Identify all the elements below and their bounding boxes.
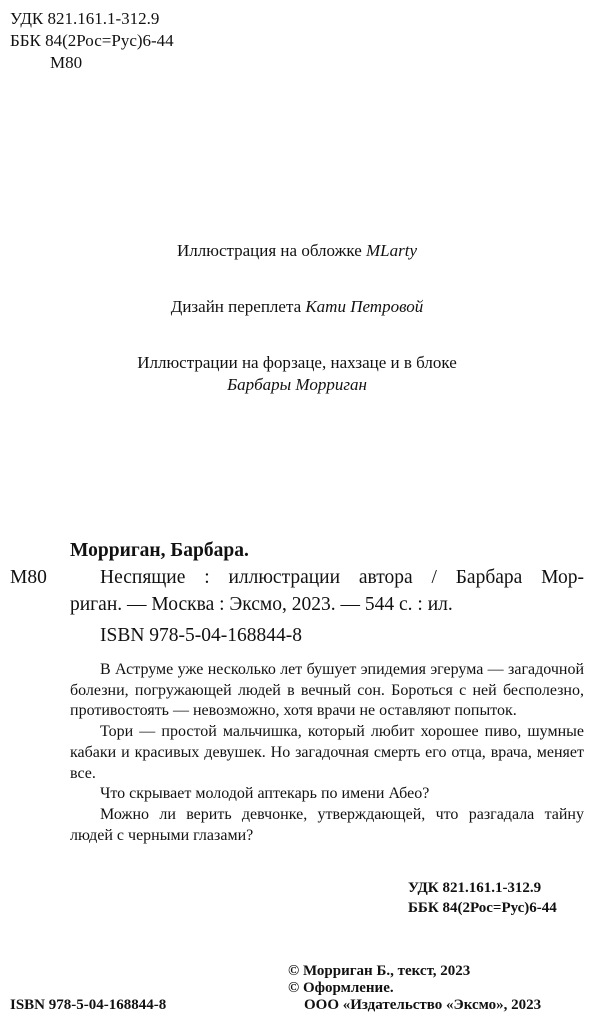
author-sign: М80 — [50, 53, 83, 72]
cover-credit — [0, 240, 594, 262]
inner-credit-name — [0, 374, 594, 396]
annotation — [70, 660, 584, 846]
title-line-2: риган. — Москва : Эксмо, 2023. — 544 с. : ил. — [70, 594, 453, 615]
bottom-bbk: ББК 84(2Рос=Рус)6-44 — [408, 900, 557, 916]
record-isbn: ISBN 978-5-04-168844-8 — [100, 625, 303, 646]
annotation-paragraph: В Аструме уже несколько лет бушует эпидемия эгерума — загадочной болезни, погружающей людей в вечный сон. Бороться с ней бесполезно, противостоять — невозможно, хотя врачи не оставляют попыток. — [70, 661, 584, 720]
record-author-sign: М80 — [10, 567, 47, 588]
cover-credit-name: MLarty — [366, 241, 417, 260]
binding-credit — [0, 296, 594, 318]
author-heading: Морриган, Барбара. — [70, 540, 249, 561]
inner-credit-name-text: Барбары Морриган — [227, 375, 367, 394]
copyright-publisher: ООО «Издательство «Эксмо», 2023 — [304, 997, 542, 1013]
annotation-paragraph: Что скрывает молодой аптекарь по имени Абео? — [100, 785, 430, 803]
copyright-design: © Оформление. — [288, 980, 394, 996]
title-line-1: Неспящие : иллюстрации автора / Барбара Мор- — [100, 567, 584, 588]
binding-credit-label: Дизайн переплета — [170, 297, 302, 316]
bbk-code: ББК 84(2Рос=Рус)6-44 — [10, 31, 174, 50]
inner-credit-label: Иллюстрации на форзаце, нахзаце и в блоке — [137, 353, 457, 372]
cover-credit-label: Иллюстрация на обложке — [177, 241, 362, 260]
copyright-text: © Морриган Б., текст, 2023 — [288, 963, 471, 979]
binding-credit-name: Кати Петровой — [305, 297, 424, 316]
udk-code: УДК 821.161.1-312.9 — [10, 9, 160, 28]
footer-isbn: ISBN 978-5-04-168844-8 — [10, 997, 167, 1013]
bottom-udk: УДК 821.161.1-312.9 — [408, 880, 542, 896]
annotation-paragraph: Можно ли верить девчонке, утверждающей, что разгадала тайну людей с черными глазами? — [70, 805, 584, 844]
annotation-paragraph: Тори — простой мальчишка, который любит хорошее пиво, шумные кабаки и красивых девушек. Но загадочная смерть его отца, врача, меняет все. — [70, 723, 584, 782]
